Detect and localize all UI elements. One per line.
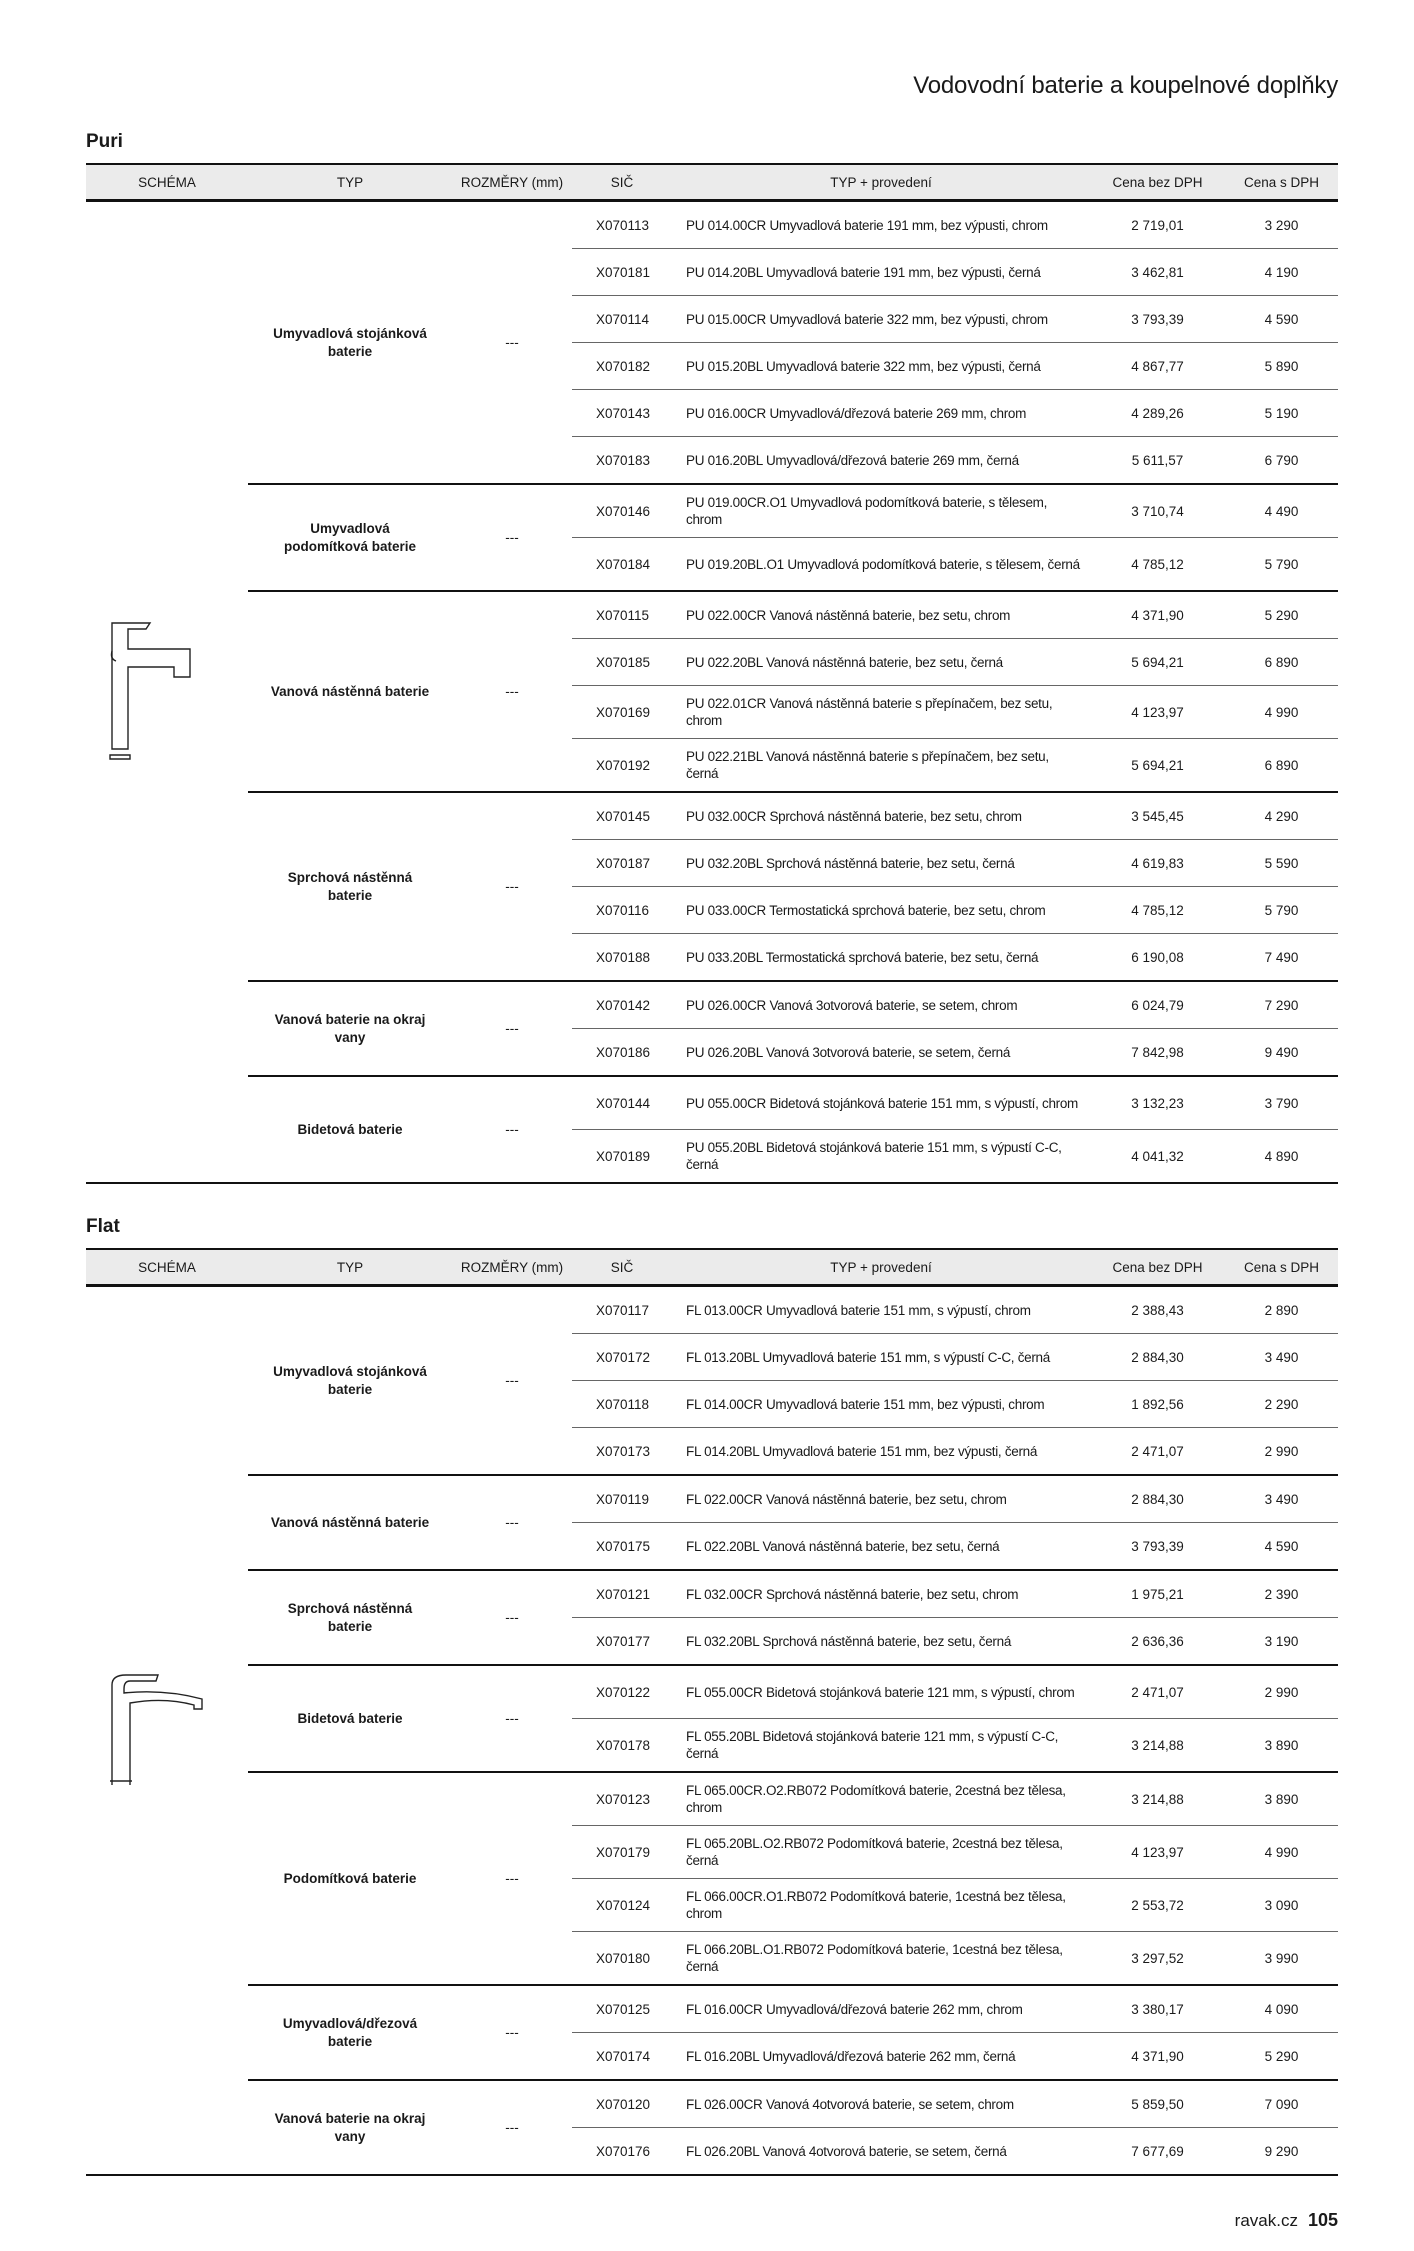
product-type-cell: Umyvadlová stojánková baterie	[273, 325, 427, 359]
schema-cell	[86, 201, 248, 1184]
product-code: X070178	[572, 1719, 672, 1773]
product-code: X070119	[572, 1475, 672, 1523]
price-with-vat: 4 290	[1225, 792, 1338, 840]
product-description: FL 026.20BL Vanová 4otvorová baterie, se setem, černá	[672, 2128, 1090, 2176]
dimensions-cell: ---	[452, 484, 572, 591]
table-header-row	[86, 1249, 1338, 1286]
price-without-vat: 2 884,30	[1090, 1334, 1225, 1381]
product-code: X070177	[572, 1618, 672, 1666]
product-description: PU 015.20BL Umyvadlová baterie 322 mm, bez výpusti, černá	[672, 343, 1090, 390]
price-with-vat: 4 990	[1225, 686, 1338, 739]
dimensions-cell: ---	[452, 1570, 572, 1665]
product-description: FL 016.00CR Umyvadlová/dřezová baterie 262 mm, chrom	[672, 1985, 1090, 2033]
product-description: PU 033.20BL Termostatická sprchová baterie, bez setu, černá	[672, 934, 1090, 982]
product-code: X070179	[572, 1826, 672, 1879]
price-without-vat: 1 975,21	[1090, 1570, 1225, 1618]
section-title-flat: Flat	[86, 1216, 120, 1237]
product-description: FL 026.00CR Vanová 4otvorová baterie, se setem, chrom	[672, 2080, 1090, 2128]
table-row	[86, 591, 1338, 639]
product-code: X070120	[572, 2080, 672, 2128]
table-row	[86, 484, 1338, 538]
product-description: PU 032.20BL Sprchová nástěnná baterie, bez setu, černá	[672, 840, 1090, 887]
product-description: FL 022.20BL Vanová nástěnná baterie, bez setu, černá	[672, 1523, 1090, 1571]
product-code: X070173	[572, 1428, 672, 1476]
product-code: X070146	[572, 484, 672, 538]
description-column-header: TYP + provedení	[672, 1249, 1090, 1286]
product-code: X070174	[572, 2033, 672, 2081]
product-description: PU 022.21BL Vanová nástěnná baterie s přepínačem, bez setu, černá	[672, 739, 1090, 793]
product-description: PU 055.20BL Bidetová stojánková baterie 151 mm, s výpustí C-C, černá	[672, 1130, 1090, 1184]
table-row	[86, 981, 1338, 1029]
price-with-vat: 4 890	[1225, 1130, 1338, 1184]
price-without-vat: 3 297,52	[1090, 1932, 1225, 1986]
price-without-vat: 5 859,50	[1090, 2080, 1225, 2128]
product-type-cell: Vanová baterie na okraj vany	[248, 2080, 452, 2175]
dimensions-cell: ---	[452, 1475, 572, 1570]
price-with-vat: 4 490	[1225, 484, 1338, 538]
price-with-vat: 3 790	[1225, 1076, 1338, 1130]
product-code: X070186	[572, 1029, 672, 1077]
product-type-cell: Bidetová baterie	[248, 1076, 452, 1183]
product-description: PU 019.00CR.O1 Umyvadlová podomítková baterie, s tělesem, chrom	[672, 484, 1090, 538]
price-without-vat: 6 190,08	[1090, 934, 1225, 982]
price-with-vat: 2 290	[1225, 1381, 1338, 1428]
price-with-vat: 4 190	[1225, 249, 1338, 296]
product-type-cell: Vanová nástěnná baterie	[248, 591, 452, 792]
price-without-vat: 4 123,97	[1090, 1826, 1225, 1879]
price-with-vat: 3 190	[1225, 1618, 1338, 1666]
product-code: X070145	[572, 792, 672, 840]
price-with-vat: 3 090	[1225, 1879, 1338, 1932]
schema-cell	[86, 1286, 248, 2176]
table-row	[86, 1570, 1338, 1618]
product-description: PU 033.00CR Termostatická sprchová baterie, bez setu, chrom	[672, 887, 1090, 934]
price-without-vat: 4 123,97	[1090, 686, 1225, 739]
product-type-cell: Sprchová nástěnná baterie	[248, 792, 452, 981]
dimensions-cell: ---	[452, 1076, 572, 1183]
price-without-vat: 5 694,21	[1090, 739, 1225, 793]
price-with-vat: 4 990	[1225, 1826, 1338, 1879]
price-without-vat-column-header: Cena bez DPH	[1090, 1249, 1225, 1286]
table-row	[86, 792, 1338, 840]
table-row	[86, 201, 1338, 249]
price-without-vat: 2 884,30	[1090, 1475, 1225, 1523]
product-type-cell: Podomítková baterie	[248, 1772, 452, 1985]
product-code: X070175	[572, 1523, 672, 1571]
product-code: X070115	[572, 591, 672, 639]
price-without-vat-column-header: Cena bez DPH	[1090, 164, 1225, 201]
price-with-vat: 4 590	[1225, 296, 1338, 343]
price-without-vat: 1 892,56	[1090, 1381, 1225, 1428]
product-description: PU 014.20BL Umyvadlová baterie 191 mm, bez výpusti, černá	[672, 249, 1090, 296]
price-without-vat: 4 289,26	[1090, 390, 1225, 437]
price-with-vat: 2 990	[1225, 1428, 1338, 1476]
table-row	[86, 1985, 1338, 2033]
page-number: 105	[1307, 2210, 1338, 2230]
price-with-vat: 4 590	[1225, 1523, 1338, 1571]
price-with-vat: 5 590	[1225, 840, 1338, 887]
price-without-vat: 3 132,23	[1090, 1076, 1225, 1130]
product-description: PU 026.20BL Vanová 3otvorová baterie, se setem, černá	[672, 1029, 1090, 1077]
price-without-vat: 3 793,39	[1090, 1523, 1225, 1571]
product-code: X070125	[572, 1985, 672, 2033]
price-without-vat: 3 545,45	[1090, 792, 1225, 840]
section-title-puri: Puri	[86, 131, 123, 152]
product-code: X070188	[572, 934, 672, 982]
footer-site: ravak.cz	[1234, 2211, 1298, 2230]
product-code: X070123	[572, 1772, 672, 1826]
price-with-vat: 5 790	[1225, 887, 1338, 934]
table-row	[86, 1286, 1338, 1334]
sic-column-header: SIČ	[572, 164, 672, 201]
table-row	[86, 1475, 1338, 1523]
dimensions-cell: ---	[452, 981, 572, 1076]
price-without-vat: 3 793,39	[1090, 296, 1225, 343]
price-without-vat: 2 388,43	[1131, 1302, 1184, 1318]
price-with-vat: 2 390	[1225, 1570, 1338, 1618]
price-without-vat: 3 214,88	[1090, 1719, 1225, 1773]
price-with-vat: 3 490	[1225, 1334, 1338, 1381]
product-type-cell: Sprchová nástěnná baterie	[248, 1570, 452, 1665]
price-without-vat: 4 785,12	[1090, 538, 1225, 592]
price-without-vat: 5 611,57	[1090, 437, 1225, 485]
product-code: X070143	[572, 390, 672, 437]
faucet-tall-icon	[100, 621, 210, 764]
price-with-vat: 3 990	[1225, 1932, 1338, 1986]
price-without-vat: 3 380,17	[1090, 1985, 1225, 2033]
product-description: PU 026.00CR Vanová 3otvorová baterie, se setem, chrom	[672, 981, 1090, 1029]
price-with-vat: 9 290	[1225, 2128, 1338, 2176]
product-code: X070142	[572, 981, 672, 1029]
product-description: PU 019.20BL.O1 Umyvadlová podomítková baterie, s tělesem, černá	[672, 538, 1090, 592]
product-type-cell: Bidetová baterie	[248, 1665, 452, 1772]
product-type-cell: Vanová baterie na okraj vany	[248, 981, 452, 1076]
dimensions-cell: ---	[452, 1665, 572, 1772]
product-description: PU 022.00CR Vanová nástěnná baterie, bez setu, chrom	[672, 591, 1090, 639]
product-description: FL 055.00CR Bidetová stojánková baterie 121 mm, s výpustí, chrom	[672, 1665, 1090, 1719]
product-code: X070144	[572, 1076, 672, 1130]
price-without-vat: 3 462,81	[1090, 249, 1225, 296]
product-description: PU 022.20BL Vanová nástěnná baterie, bez setu, černá	[672, 639, 1090, 686]
dimensions-cell: ---	[505, 1373, 519, 1388]
product-code: X070116	[572, 887, 672, 934]
price-without-vat: 6 024,79	[1090, 981, 1225, 1029]
product-code: X070192	[572, 739, 672, 793]
product-description: PU 016.00CR Umyvadlová/dřezová baterie 269 mm, chrom	[672, 390, 1090, 437]
product-description: FL 066.20BL.O1.RB072 Podomítková baterie, 1cestná bez tělesa, černá	[672, 1932, 1090, 1986]
price-with-vat: 5 190	[1225, 390, 1338, 437]
dimensions-cell: ---	[452, 1985, 572, 2080]
price-without-vat: 2 471,07	[1090, 1665, 1225, 1719]
price-without-vat: 2 719,01	[1131, 217, 1184, 233]
product-code: X070117	[596, 1302, 650, 1318]
price-with-vat: 7 090	[1225, 2080, 1338, 2128]
product-code: X070113	[596, 217, 650, 233]
product-description: FL 016.20BL Umyvadlová/dřezová baterie 262 mm, černá	[672, 2033, 1090, 2081]
description-column-header: TYP + provedení	[672, 164, 1090, 201]
faucet-curved-icon	[100, 1673, 220, 1788]
rozmery-column-header: ROZMĚRY (mm)	[452, 164, 572, 201]
page-footer	[86, 2210, 1338, 2251]
sic-column-header: SIČ	[572, 1249, 672, 1286]
typ-column-header: TYP	[248, 164, 452, 201]
price-with-vat: 3 890	[1225, 1772, 1338, 1826]
price-without-vat: 4 041,32	[1090, 1130, 1225, 1184]
product-code: X070121	[572, 1570, 672, 1618]
product-description: PU 032.00CR Sprchová nástěnná baterie, bez setu, chrom	[672, 792, 1090, 840]
product-description: FL 013.20BL Umyvadlová baterie 151 mm, s výpustí C-C, černá	[672, 1334, 1090, 1381]
price-with-vat: 5 790	[1225, 538, 1338, 592]
product-code: X070124	[572, 1879, 672, 1932]
price-with-vat-column-header: Cena s DPH	[1225, 164, 1338, 201]
product-code: X070169	[572, 686, 672, 739]
puri-price-table	[86, 163, 1338, 1184]
product-description: PU 022.01CR Vanová nástěnná baterie s přepínačem, bez setu, chrom	[672, 686, 1090, 739]
product-code: X070182	[572, 343, 672, 390]
product-code: X070187	[572, 840, 672, 887]
product-description: PU 055.00CR Bidetová stojánková baterie 151 mm, s výpustí, chrom	[672, 1076, 1090, 1130]
price-with-vat: 2 890	[1264, 1302, 1299, 1318]
product-type-cell: Umyvadlová podomítková baterie	[248, 484, 452, 591]
price-with-vat: 4 090	[1225, 1985, 1338, 2033]
rozmery-column-header: ROZMĚRY (mm)	[452, 1249, 572, 1286]
dimensions-cell: ---	[452, 591, 572, 792]
dimensions-cell: ---	[452, 1772, 572, 1985]
table-row	[86, 1665, 1338, 1719]
product-code: X070183	[572, 437, 672, 485]
product-type-cell: Umyvadlová stojánková baterie	[273, 1363, 427, 1397]
price-with-vat-column-header: Cena s DPH	[1225, 1249, 1338, 1286]
product-code: X070176	[572, 2128, 672, 2176]
price-without-vat: 7 842,98	[1090, 1029, 1225, 1077]
table-row	[86, 2080, 1338, 2128]
price-without-vat: 7 677,69	[1090, 2128, 1225, 2176]
dimensions-cell: ---	[452, 792, 572, 981]
dimensions-cell: ---	[452, 2080, 572, 2175]
product-code: X070181	[572, 249, 672, 296]
product-code: X070122	[572, 1665, 672, 1719]
product-code: X070180	[572, 1932, 672, 1986]
schema-column-header: SCHÉMA	[86, 1249, 248, 1286]
page-content	[86, 129, 1338, 2251]
product-code: X070184	[572, 538, 672, 592]
schema-column-header: SCHÉMA	[86, 164, 248, 201]
price-without-vat: 4 371,90	[1090, 591, 1225, 639]
table-row	[86, 1772, 1338, 1826]
product-description: FL 013.00CR Umyvadlová baterie 151 mm, s výpustí, chrom	[686, 1302, 1031, 1318]
product-description: FL 032.20BL Sprchová nástěnná baterie, bez setu, černá	[672, 1618, 1090, 1666]
product-description: PU 016.20BL Umyvadlová/dřezová baterie 269 mm, černá	[672, 437, 1090, 485]
table-row	[86, 1076, 1338, 1130]
price-with-vat: 6 890	[1225, 739, 1338, 793]
page-title: Vodovodní baterie a koupelnové doplňky	[913, 72, 1338, 99]
product-description: FL 065.00CR.O2.RB072 Podomítková baterie, 2cestná bez tělesa, chrom	[672, 1772, 1090, 1826]
price-without-vat: 2 471,07	[1090, 1428, 1225, 1476]
price-without-vat: 4 371,90	[1090, 2033, 1225, 2081]
product-code: X070172	[572, 1334, 672, 1381]
price-without-vat: 4 619,83	[1090, 840, 1225, 887]
price-without-vat: 2 636,36	[1090, 1618, 1225, 1666]
price-without-vat: 4 867,77	[1090, 343, 1225, 390]
price-with-vat: 2 990	[1225, 1665, 1338, 1719]
product-code: X070185	[572, 639, 672, 686]
product-description: FL 032.00CR Sprchová nástěnná baterie, bez setu, chrom	[672, 1570, 1090, 1618]
flat-price-table	[86, 1248, 1338, 2176]
price-without-vat: 3 710,74	[1090, 484, 1225, 538]
product-description: FL 055.20BL Bidetová stojánková baterie 121 mm, s výpustí C-C, černá	[672, 1719, 1090, 1773]
price-without-vat: 4 785,12	[1090, 887, 1225, 934]
table-header-row	[86, 164, 1338, 201]
product-description: FL 014.00CR Umyvadlová baterie 151 mm, bez výpusti, chrom	[672, 1381, 1090, 1428]
price-with-vat: 3 490	[1225, 1475, 1338, 1523]
product-description: FL 066.00CR.O1.RB072 Podomítková baterie, 1cestná bez tělesa, chrom	[672, 1879, 1090, 1932]
typ-column-header: TYP	[248, 1249, 452, 1286]
product-code: X070118	[572, 1381, 672, 1428]
price-with-vat: 3 290	[1264, 217, 1299, 233]
price-with-vat: 5 890	[1225, 343, 1338, 390]
price-with-vat: 3 890	[1225, 1719, 1338, 1773]
price-with-vat: 9 490	[1225, 1029, 1338, 1077]
price-with-vat: 7 290	[1225, 981, 1338, 1029]
price-with-vat: 7 490	[1225, 934, 1338, 982]
product-code: X070114	[572, 296, 672, 343]
product-type-cell: Umyvadlová/dřezová baterie	[248, 1985, 452, 2080]
product-description: FL 065.20BL.O2.RB072 Podomítková baterie, 2cestná bez tělesa, černá	[672, 1826, 1090, 1879]
product-description: FL 022.00CR Vanová nástěnná baterie, bez setu, chrom	[672, 1475, 1090, 1523]
product-type-cell: Vanová nástěnná baterie	[248, 1475, 452, 1570]
dimensions-cell: ---	[505, 335, 519, 350]
product-description: PU 015.00CR Umyvadlová baterie 322 mm, bez výpusti, chrom	[672, 296, 1090, 343]
price-with-vat: 5 290	[1225, 2033, 1338, 2081]
product-code: X070189	[572, 1130, 672, 1184]
price-with-vat: 6 890	[1225, 639, 1338, 686]
price-without-vat: 5 694,21	[1090, 639, 1225, 686]
product-description: FL 014.20BL Umyvadlová baterie 151 mm, bez výpusti, černá	[672, 1428, 1090, 1476]
price-without-vat: 3 214,88	[1090, 1772, 1225, 1826]
price-without-vat: 2 553,72	[1090, 1879, 1225, 1932]
product-description: PU 014.00CR Umyvadlová baterie 191 mm, bez výpusti, chrom	[686, 217, 1048, 233]
price-with-vat: 5 290	[1225, 591, 1338, 639]
price-with-vat: 6 790	[1225, 437, 1338, 485]
